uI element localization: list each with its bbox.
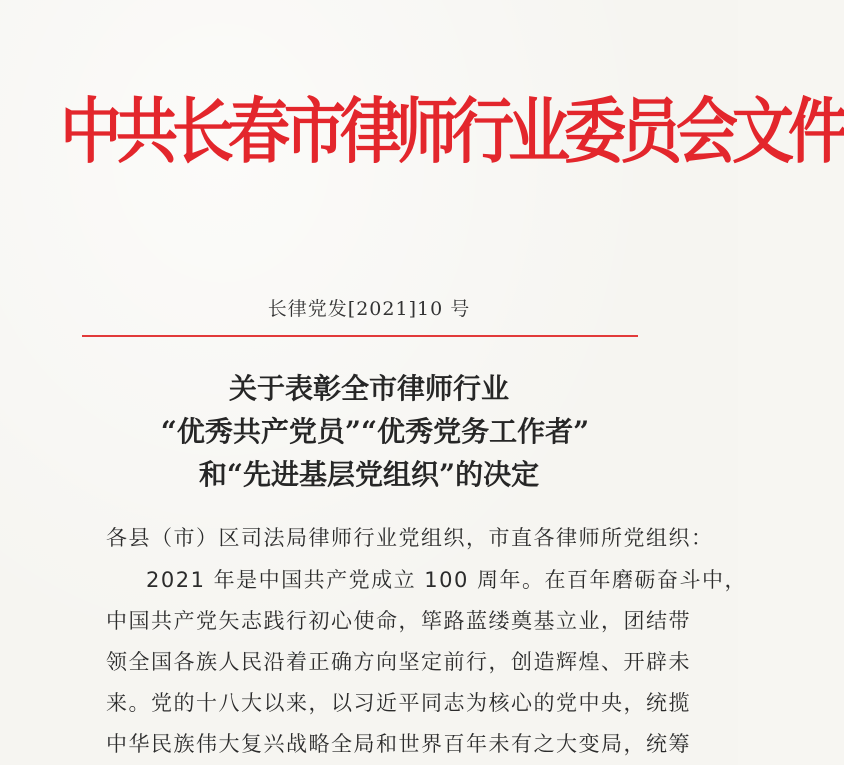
paragraph-line: 中国共产党矢志践行初心使命，筚路蓝缕奠基立业，团结带 xyxy=(106,609,691,633)
salutation: 各县（市）区司法局律师行业党组织，市直各律师所党组织： xyxy=(106,526,714,550)
paragraph-line: 来。党的十八大以来，以习近平同志为核心的党中央，统揽 xyxy=(106,691,691,715)
heading-line-2: “优秀共产党员”“优秀党务工作者” xyxy=(160,415,590,448)
paragraph-line: 领全国各族人民沿着正确方向坚定前行，创造辉煌、开辟未 xyxy=(106,650,691,674)
paragraph-line: 中华民族伟大复兴战略全局和世界百年未有之大变局，统筹 xyxy=(106,732,691,756)
paragraph-line: 2021 年是中国共产党成立 100 周年。在百年磨砺奋斗中， xyxy=(146,568,748,592)
document-header-title: 中共长春市律师行业委员会文件 xyxy=(60,89,844,174)
heading-line-1: 关于表彰全市律师行业 xyxy=(228,372,509,405)
document-number: 长律党发[2021]10 号 xyxy=(267,298,471,320)
heading-line-3: 和“先进基层党组织”的决定 xyxy=(198,458,540,491)
red-divider-line xyxy=(82,335,638,337)
